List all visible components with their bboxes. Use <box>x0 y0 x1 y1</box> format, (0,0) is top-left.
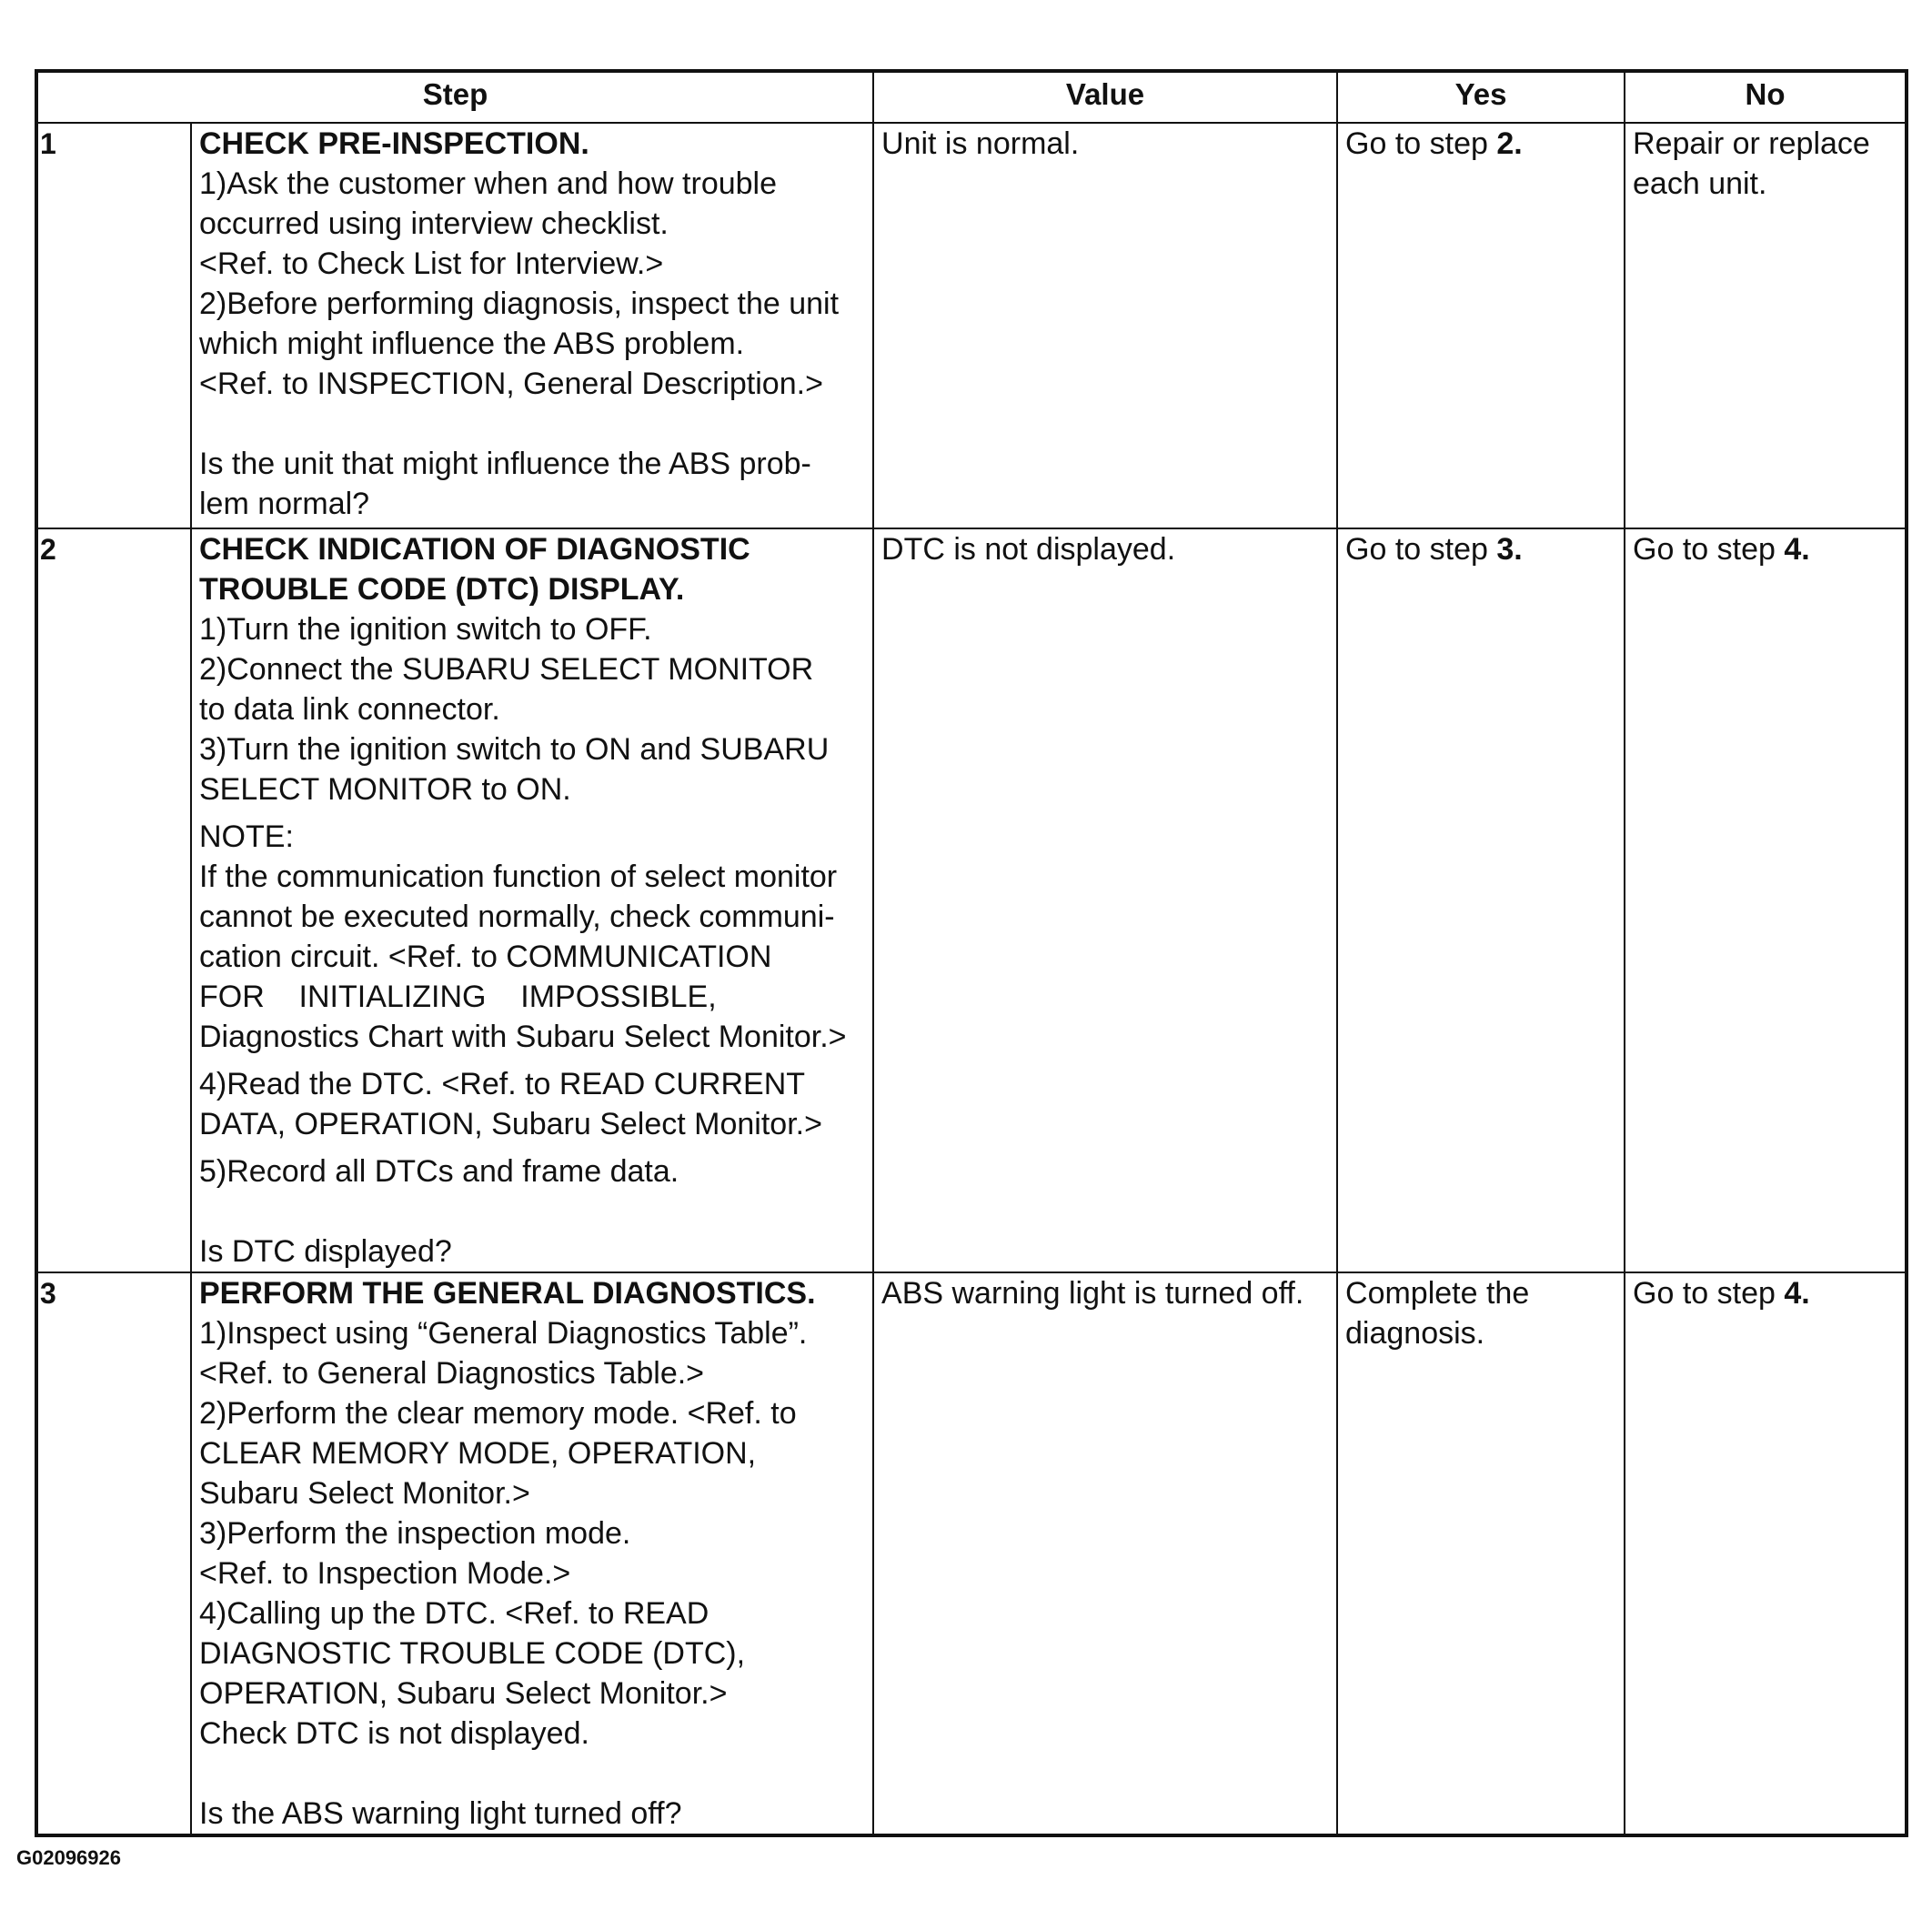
step-title: CHECK INDICATION OF DIAGNOSTIC <box>199 532 750 567</box>
no-cell <box>1625 123 1907 528</box>
step4-block <box>199 1064 865 1144</box>
step-line: DIAGNOSTIC TROUBLE CODE (DTC), <box>199 1636 746 1671</box>
no-cell <box>1625 1272 1907 1835</box>
no-line: each unit. <box>1633 166 1767 201</box>
diagnostic-table <box>35 69 1908 1837</box>
step-header: Step <box>36 71 873 123</box>
note-block <box>199 817 865 1057</box>
step-question: Is the unit that might influence the ABS prob- <box>199 447 811 481</box>
no-line: Repair or replace <box>1633 126 1870 161</box>
step-line: Check DTC is not displayed. <box>199 1716 589 1751</box>
step-line: 4)Calling up the DTC. <Ref. to READ <box>199 1596 709 1631</box>
step-question: lem normal? <box>199 487 370 521</box>
step-line: CLEAR MEMORY MODE, OPERATION, <box>199 1436 757 1471</box>
figure-code: G02096926 <box>16 1846 121 1869</box>
step-line: which might influence the ABS problem. <box>199 327 745 361</box>
step-line: Subaru Select Monitor.> <box>199 1476 530 1511</box>
yes-prefix: Go to step <box>1345 126 1488 161</box>
no-prefix: Go to step <box>1633 532 1776 567</box>
no-header: No <box>1625 71 1907 123</box>
yes-cell <box>1337 1272 1625 1835</box>
step-line: 2)Before performing diagnosis, inspect the unit <box>199 286 840 321</box>
note-line: cation circuit. <Ref. to COMMUNICATION <box>199 940 772 974</box>
step-line: 1)Ask the customer when and how trouble <box>199 166 778 201</box>
step-line: 2)Connect the SUBARU SELECT MONITOR <box>199 652 814 687</box>
step-line: DATA, OPERATION, Subaru Select Monitor.> <box>199 1107 822 1141</box>
step-line: 1)Turn the ignition switch to OFF. <box>199 612 652 647</box>
step-question: Is the ABS warning light turned off? <box>199 1796 682 1831</box>
step-line: OPERATION, Subaru Select Monitor.> <box>199 1676 728 1711</box>
yes-line: diagnosis. <box>1345 1316 1485 1351</box>
table-header-row <box>36 71 1907 123</box>
step-line: 3)Perform the inspection mode. <box>199 1516 631 1551</box>
note-line: FOR INITIALIZING IMPOSSIBLE, <box>199 980 717 1014</box>
note-line: cannot be executed normally, check communi- <box>199 900 835 934</box>
table-row <box>36 123 1907 528</box>
yes-line: Complete the <box>1345 1276 1530 1311</box>
step-line: <Ref. to INSPECTION, General Description.> <box>199 367 823 401</box>
step-number: 1 <box>36 123 191 528</box>
step-title: PERFORM THE GENERAL DIAGNOSTICS. <box>199 1276 816 1311</box>
step-line: 2)Perform the clear memory mode. <Ref. to <box>199 1396 797 1431</box>
step-line: <Ref. to General Diagnostics Table.> <box>199 1356 705 1391</box>
step-description <box>191 528 873 1272</box>
note-line: Diagnostics Chart with Subaru Select Monitor.> <box>199 1020 847 1054</box>
step-line: to data link connector. <box>199 692 500 727</box>
step-line: 4)Read the DTC. <Ref. to READ CURRENT <box>199 1067 806 1101</box>
yes-header: Yes <box>1337 71 1625 123</box>
step-description <box>191 1272 873 1835</box>
value-cell: DTC is not displayed. <box>873 528 1337 1272</box>
table-row <box>36 1272 1907 1835</box>
yes-cell <box>1337 123 1625 528</box>
yes-cell <box>1337 528 1625 1272</box>
step-line: <Ref. to Check List for Interview.> <box>199 246 664 281</box>
step-line: SELECT MONITOR to ON. <box>199 772 571 807</box>
yes-step-ref: 3. <box>1496 532 1523 567</box>
note-label: NOTE: <box>199 819 294 854</box>
no-prefix: Go to step <box>1633 1276 1776 1311</box>
step-line: <Ref. to Inspection Mode.> <box>199 1556 571 1591</box>
yes-prefix: Go to step <box>1345 532 1488 567</box>
note-line: If the communication function of select monitor <box>199 859 838 894</box>
value-cell: Unit is normal. <box>873 123 1337 528</box>
no-step-ref: 4. <box>1784 1276 1810 1311</box>
no-step-ref: 4. <box>1784 532 1810 567</box>
table-row <box>36 528 1907 1272</box>
step-number: 2 <box>36 528 191 1272</box>
step-line: 3)Turn the ignition switch to ON and SUBARU <box>199 732 830 767</box>
value-header: Value <box>873 71 1337 123</box>
yes-step-ref: 2. <box>1496 126 1523 161</box>
step-title: CHECK PRE-INSPECTION. <box>199 126 589 161</box>
step-number: 3 <box>36 1272 191 1835</box>
step-line: 5)Record all DTCs and frame data. <box>199 1154 679 1189</box>
step-description <box>191 123 873 528</box>
no-cell <box>1625 528 1907 1272</box>
step-question: Is DTC displayed? <box>199 1234 452 1269</box>
step-line: 1)Inspect using “General Diagnostics Table”. <box>199 1316 808 1351</box>
value-cell: ABS warning light is turned off. <box>873 1272 1337 1835</box>
step-line: occurred using interview checklist. <box>199 206 669 241</box>
step-title: TROUBLE CODE (DTC) DISPLAY. <box>199 572 685 607</box>
